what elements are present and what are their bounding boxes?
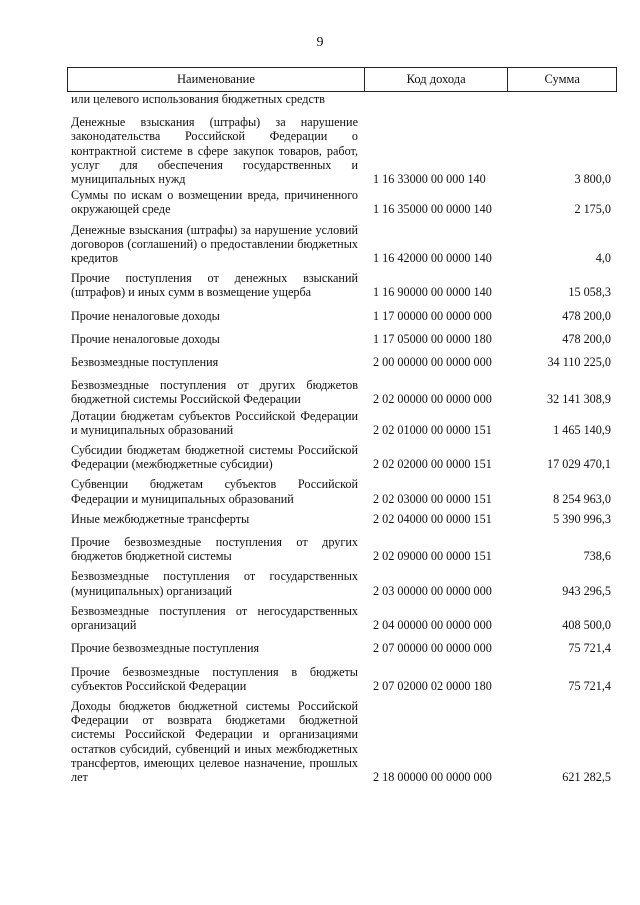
- row-code: 2 02 09000 00 0000 151: [373, 549, 492, 564]
- table-row: [67, 223, 617, 266]
- row-sum: 5 390 996,3: [553, 511, 611, 526]
- row-sum: 75 721,4: [568, 641, 611, 656]
- row-sum: 738,6: [583, 549, 611, 564]
- table-row: [67, 271, 617, 299]
- row-code: 1 16 35000 00 0000 140: [373, 202, 492, 217]
- table-row: [67, 443, 617, 471]
- row-sum: 32 141 308,9: [547, 392, 611, 407]
- row-sum: 408 500,0: [562, 618, 611, 633]
- row-sum: 8 254 963,0: [553, 491, 611, 506]
- row-name: Субвенции бюджетам субъектов Российской Федерации и муниципальных образований: [71, 477, 358, 506]
- table-header: [67, 67, 617, 92]
- row-code: 2 00 00000 00 0000 000: [373, 355, 492, 370]
- row-name: Безвозмездные поступления от негосударственных организаций: [71, 603, 358, 633]
- row-name: Безвозмездные поступления: [71, 355, 219, 370]
- table-row: [67, 378, 617, 406]
- row-sum: 943 296,5: [562, 583, 611, 598]
- table-row: [67, 665, 617, 693]
- header-code: Код дохода: [365, 68, 508, 91]
- table-row: [67, 604, 617, 632]
- table-row: [67, 477, 617, 505]
- row-sum: 3 800,0: [574, 172, 611, 187]
- page-number: 9: [316, 35, 324, 50]
- row-name: Прочие поступления от денежных взысканий (штрафов) и иных сумм в возмещение ущерба: [71, 271, 358, 300]
- table-row: [67, 115, 617, 186]
- row-name: Прочие неналоговые доходы: [71, 331, 220, 346]
- row-name: Прочие неналоговые доходы: [71, 308, 220, 323]
- row-code: 2 02 01000 00 0000 151: [373, 422, 492, 437]
- row-sum: 15 058,3: [568, 285, 611, 300]
- row-name: Иные межбюджетные трансферты: [71, 511, 250, 526]
- row-code: 1 16 33000 00 000 140: [373, 172, 486, 187]
- row-name: Дотации бюджетам субъектов Российской Федерации и муниципальных образований: [71, 408, 358, 437]
- table-row: [67, 569, 617, 597]
- row-sum: 478 200,0: [562, 308, 611, 323]
- row-name: Доходы бюджетов бюджетной системы Российской Федерации от возврата бюджетами бюджетной системы Российской Федерации и организациями остатков субсидий, субвенций и иных межбюджетных трансфертов, имеющих целевое назначение, прошлых лет: [71, 698, 358, 784]
- row-code: 1 17 05000 00 0000 180: [373, 331, 492, 346]
- row-code: 2 07 02000 02 0000 180: [373, 678, 492, 693]
- row-name: Прочие безвозмездные поступления в бюджеты субъектов Российской Федерации: [71, 664, 358, 693]
- row-name: Суммы по искам о возмещении вреда, причиненного окружающей среде: [71, 188, 358, 217]
- row-name: Денежные взыскания (штрафы) за нарушение законодательства Российской Федерации о контрактной системе в сфере закупок товаров, работ, услуг для обеспечения государственных и муниципальных нужд: [71, 115, 358, 187]
- row-sum: 2 175,0: [574, 202, 611, 217]
- table-row: [67, 641, 617, 655]
- row-name: Денежные взыскания (штрафы) за нарушение условий договоров (соглашений) о предоставлении бюджетных кредитов: [71, 222, 358, 266]
- row-code: 2 18 00000 00 0000 000: [373, 769, 492, 784]
- table-row: [67, 535, 617, 563]
- row-sum: 621 282,5: [562, 769, 611, 784]
- row-code: 1 16 90000 00 0000 140: [373, 285, 492, 300]
- table-row: [67, 409, 617, 437]
- row-code: 2 02 02000 00 0000 151: [373, 457, 492, 472]
- row-code: 2 07 00000 00 0000 000: [373, 641, 492, 656]
- row-code: 1 16 42000 00 0000 140: [373, 251, 492, 266]
- revenue-table: [67, 67, 617, 784]
- table-row: [67, 332, 617, 346]
- row-sum: 478 200,0: [562, 331, 611, 346]
- row-sum: 17 029 470,1: [547, 457, 611, 472]
- table-row: [67, 355, 617, 369]
- header-name: Наименование: [68, 68, 365, 91]
- table-row: [67, 699, 617, 784]
- row-name: Безвозмездные поступления от других бюджетов бюджетной системы Российской Федерации: [71, 378, 358, 407]
- row-name: Субсидии бюджетам бюджетной системы Российской Федерации (межбюджетные субсидии): [71, 443, 358, 472]
- row-code: 1 17 00000 00 0000 000: [373, 308, 492, 323]
- table-row: [67, 512, 617, 526]
- row-sum: 4,0: [595, 251, 611, 266]
- table-row: [67, 92, 617, 106]
- row-name: Безвозмездные поступления от государственных (муниципальных) организаций: [71, 569, 358, 598]
- row-code: 2 02 04000 00 0000 151: [373, 511, 492, 526]
- table-row: [67, 309, 617, 323]
- row-code: 2 04 00000 00 0000 000: [373, 618, 492, 633]
- row-code: 2 03 00000 00 0000 000: [373, 583, 492, 598]
- row-name: Прочие безвозмездные поступления: [71, 641, 260, 656]
- row-name: или целевого использования бюджетных средств: [71, 92, 325, 106]
- header-sum: Сумма: [544, 72, 580, 86]
- row-sum: 34 110 225,0: [547, 355, 611, 370]
- row-code: 2 02 00000 00 0000 000: [373, 392, 492, 407]
- row-name: Прочие безвозмездные поступления от других бюджетов бюджетной системы: [71, 535, 358, 564]
- row-sum: 1 465 140,9: [553, 422, 611, 437]
- row-code: 2 02 03000 00 0000 151: [373, 491, 492, 506]
- table-row: [67, 188, 617, 216]
- row-sum: 75 721,4: [568, 678, 611, 693]
